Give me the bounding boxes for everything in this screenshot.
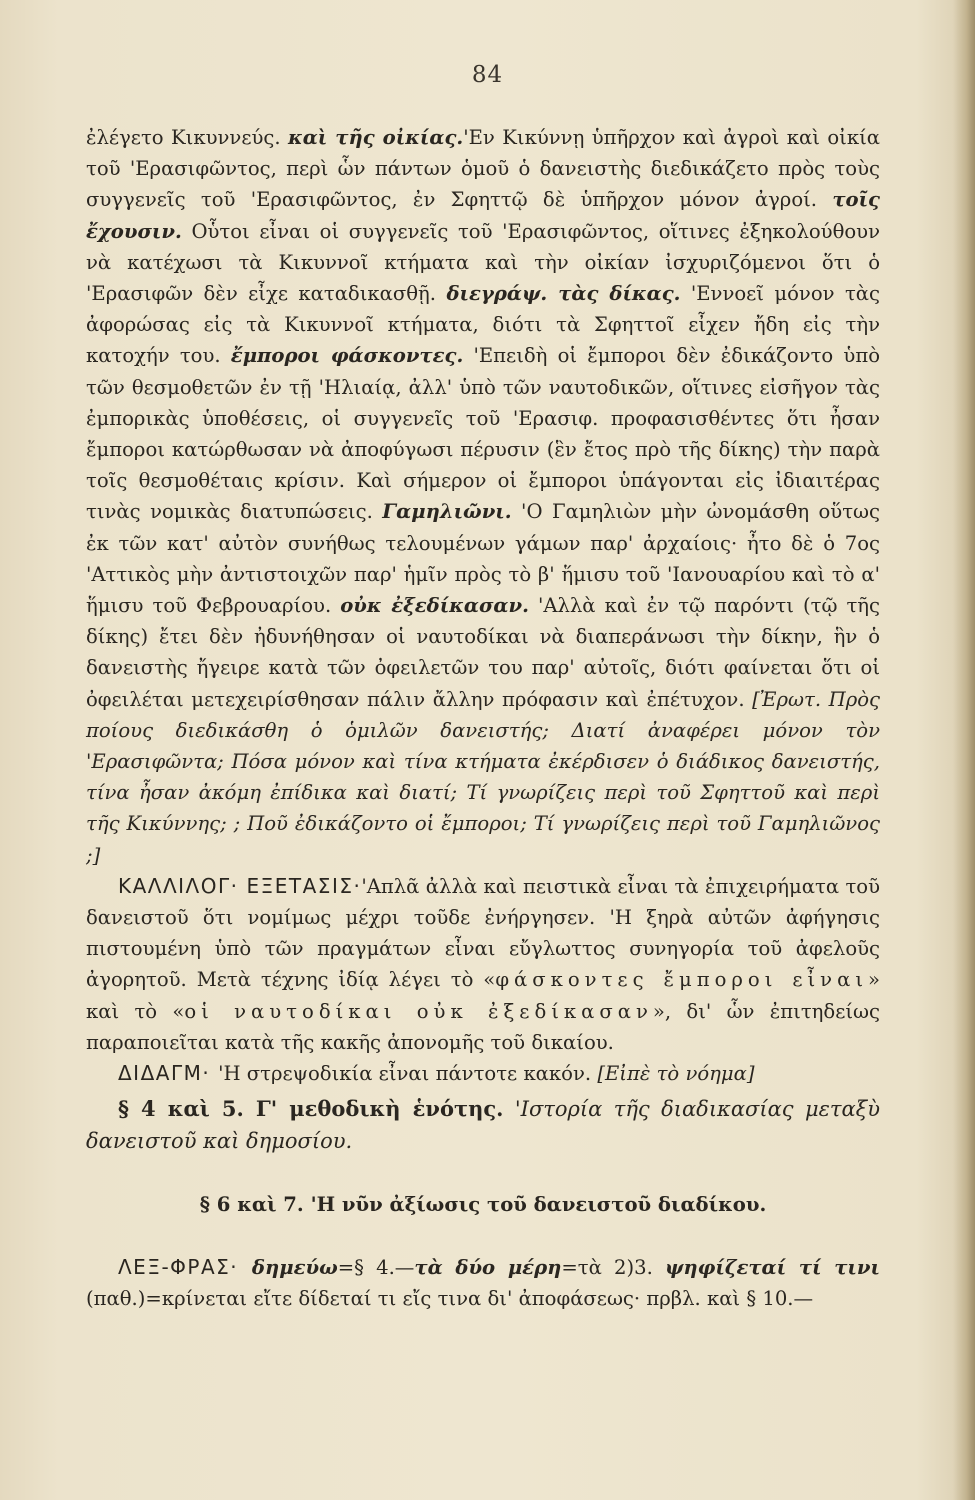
page-edge-shadow — [953, 0, 975, 1500]
text-run: τοῖς ἔχουσιν. — [86, 188, 880, 243]
body-text — [86, 122, 880, 1314]
text-run: 'Ιστορία τῆς διαδικασίας μεταξὺ δανειστοῦ καὶ δημοσίου. — [86, 1097, 880, 1153]
text-run: καὶ τῆς οἰκίας. — [288, 126, 464, 149]
text-run: 'Επειδὴ οἱ ἔμποροι δὲν ἐδικάζοντο ὑπὸ τῶν θεσμοθετῶν ἐν τῇ 'Ηλιαίᾳ, ἀλλ' ὑπὸ τῶν ναυτοδικῶν, οἵτινες εἰσῆγον τὰς ἐμπορικὰς ὑποθέσεις, οἱ συγγενεῖς τοῦ 'Ερασιφ. προφασισθέντες ὅτι ἦσαν ἔμποροι κατώρθωσαν νὰ ἀποφύγωσι πέρυσιν (ἓν ἔτος πρὸ τῆς δίκης) τὴν παρὰ τοῖς θεσμοθέταις κρίσιν. Καὶ σήμερον οἱ ἔμποροι ὑπάγονται εἰς ἰδιαιτέρας τινὰς νομικὰς διατυπώσεις. — [86, 344, 880, 524]
spacer — [86, 1220, 880, 1252]
lesson-paragraph — [86, 1058, 880, 1089]
text-run: 'Εννοεῖ μόνον τὰς ἀφορώσας εἰς τὰ Κικυννοῖ κτήματα, διότι τὰ Σφηττοῖ εἶχεν ἤδη εἰς τὴν κατοχήν του. — [86, 282, 880, 368]
text-run: οὐκ ἐξεδίκασαν. — [340, 594, 529, 618]
section-heading-4-5 — [86, 1093, 880, 1156]
section-heading-6-7 — [86, 1189, 880, 1220]
text-run: [Εἰπὲ τὸ νόημα] — [597, 1062, 755, 1086]
style-examination-paragraph — [86, 871, 880, 1058]
text-run: 'Απλᾶ ἀλλὰ καὶ πειστικὰ εἶναι τὰ ἐπιχειρήματα τοῦ δανειστοῦ ὅτι νομίμως μέχρι τοῦδε ἐνήργησεν. 'Η ξηρὰ αὐτῶν ἀφήγησις πιστουμένη ὑπὸ τῶν πραγμάτων εἶναι εὔγλωττος συνηγορία τοῦ ἀφελοῦς ἀγορητοῦ. Μετὰ τέχνης ἰδίᾳ λέγει τὸ « — [86, 874, 880, 992]
text-run: » καὶ τὸ « — [86, 968, 881, 1023]
text-run: δημεύω — [251, 1255, 338, 1279]
text-run: § 6 καὶ 7. 'Η νῦν ἀξίωσις τοῦ δανειστοῦ διαδίκου. — [199, 1192, 767, 1216]
text-run: Οὗτοι εἶναι οἱ συγγενεῖς τοῦ 'Ερασιφῶντος, οἵτινες ἐξηκολούθουν νὰ κατέχωσι τὰ Κικυννοῖ κτήματα καὶ τὴν οἰκίαν ἰσχυριζόμενοι ὅτι ὁ 'Ερασιφῶν δὲν εἶχε καταδικασθῇ. — [86, 219, 880, 306]
spacer — [86, 1157, 880, 1189]
text-run: ἔμποροι φάσκοντες. — [230, 344, 464, 368]
text-run: =τὰ 2)3. — [561, 1255, 665, 1279]
text-run: φάσκοντες ἔμποροι εἶναι — [495, 968, 869, 992]
text-run: 'Η στρεψοδικία εἶναι πάντοτε κακόν. — [218, 1062, 598, 1086]
text-run: 'Ο Γαμηλιὼν μὴν ὠνομάσθη οὕτως ἐκ τῶν κατ' αὐτὸν συνήθως τελουμένων γάμων παρ' ἀρχαίοις· ἦτο δὲ ὁ 7ος 'Αττικὸς μὴν ἀντιστοιχῶν παρ' ἡμῖν πρὸς τὸ β' ἥμισυ τοῦ 'Ιανουαρίου καὶ τὸ α' ἥμισυ τοῦ Φεβρουαρίου. — [86, 500, 880, 618]
text-run: ἐλέγετο Κικυννεύς. — [86, 126, 289, 149]
text-run: ΚΑΛΛΙΛΟΓ· ΕΞΕΤΑΣΙΣ· — [118, 873, 362, 898]
text-run: ψηφίζεταί τί τινι — [664, 1255, 880, 1279]
commentary-paragraph — [86, 122, 880, 871]
text-run: =§ 4.— — [337, 1255, 415, 1279]
text-run: ΔΙΔΑΓΜ· — [118, 1061, 219, 1086]
text-run: 'Εν Κικύννῃ ὑπῆρχον καὶ ἀγροὶ καὶ οἰκία τοῦ 'Ερασιφῶντος, περὶ ὧν πάντων ὁμοῦ ὁ δανειστὴς διεδικάζετο πρὸς τοὺς συγγενεῖς τοῦ 'Ερασιφῶντος, ἐν Σφηττῷ δὲ ὑπῆρχον μόνον ἀγροί. — [86, 126, 880, 212]
text-run: § 4 καὶ 5. Γ' μεθοδικὴ ἑνότης. — [118, 1096, 504, 1122]
text-run: Γαμηλιῶνι. — [382, 500, 512, 524]
text-run: διεγράψ. τὰς δίκας. — [446, 282, 681, 306]
text-run: ΛΕΞ-ΦΡΑΣ· — [118, 1254, 252, 1279]
vocabulary-paragraph — [86, 1252, 880, 1314]
text-run: », δι' ὧν ἐπιτηδείως παραποιεῖται κατὰ τῆς κακῆς ἀπονομῆς τοῦ δικαίου. — [86, 999, 880, 1054]
text-run: [Ἐρωτ. Πρὸς ποίους διεδικάσθη ὁ ὁμιλῶν δανειστής; Διατί ἀναφέρει μόνον τὸν 'Ερασιφῶντα; Πόσα μόνον καὶ τίνα κτήματα ἐκέρδισεν ὁ διάδικος δανειστής, τίνα ἦσαν ἀκόμη ἐπίδικα καὶ διατί; Τί γνωρίζεις περὶ τοῦ Σφηττοῦ καὶ περὶ τῆς Κικύννης; ; Ποῦ ἐδικάζοντο οἱ ἔμποροι; Τί γνωρίζεις περὶ τοῦ Γαμηλιῶνος ;] — [86, 687, 880, 867]
page-number: 84 — [471, 62, 504, 88]
text-run: (παθ.)=κρίνεται εἴτε δίδεταί τι εἴς τινα δι' ἀποφάσεως· πρβλ. καὶ § 10.— — [86, 1287, 814, 1311]
text-run: τὰ δύο μέρη — [414, 1255, 562, 1279]
text-run: οἱ ναυτοδίκαι οὐκ ἐξεδίκασαν — [184, 999, 653, 1023]
text-run: 'Αλλὰ καὶ ἐν τῷ παρόντι (τῷ τῆς δίκης) ἔτει δὲν ἠδυνήθησαν οἱ ναυτοδίκαι νὰ διαπεράνωσι τὴν δίκην, ἣν ὁ δανειστὴς ἤγειρε κατὰ τῶν ὀφειλετῶν του παρ' αὐτοῖς, διότι φαίνεται ὅτι οἱ ὀφειλέται μετεχειρίσθησαν πάλιν ἄλλην πρόφασιν καὶ ἐπέτυχον. — [86, 594, 881, 711]
